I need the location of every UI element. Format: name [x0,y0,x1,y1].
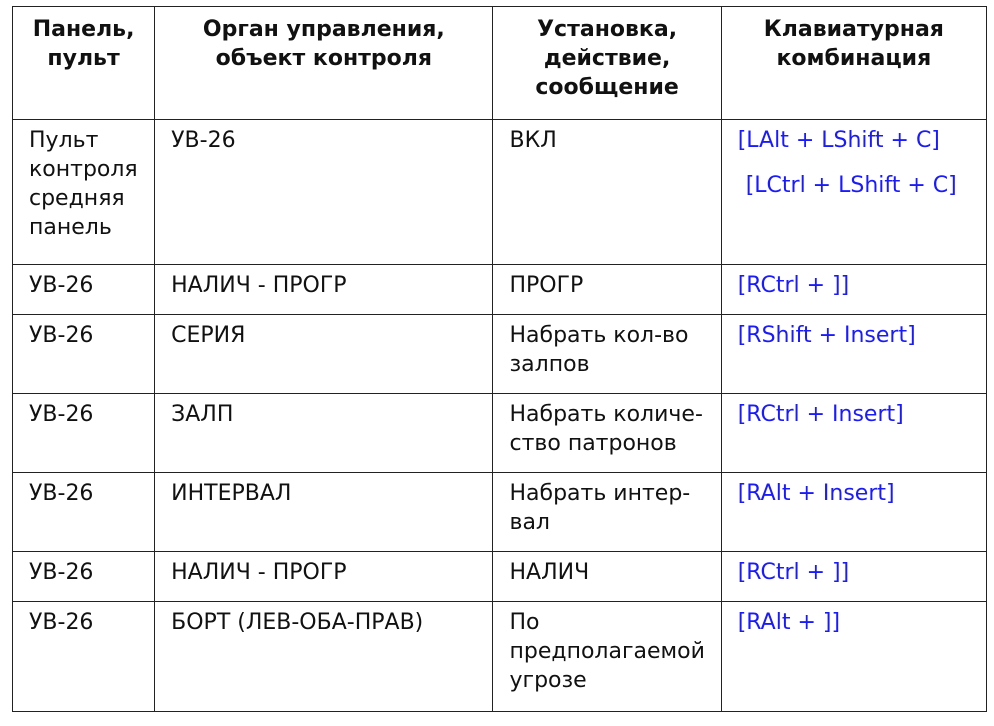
cell-panel: Пульт контроля средняя панель [13,120,155,265]
cell-combo: [RShift + Insert] [721,315,986,394]
cell-combo [721,120,986,265]
cell-control: ЗАЛП [155,394,493,473]
table-row [13,265,987,315]
cell-action: Набрать кол-во залпов [493,315,721,394]
combo-primary: [LAlt + LShift + C] [737,128,940,153]
cell-panel: УВ-26 [13,265,155,315]
header-control: Орган управления, объект контроля [155,7,493,120]
table-row [13,315,987,394]
cell-combo: [RCtrl + ]] [721,265,986,315]
table-row [13,552,987,602]
header-action: Установка, действие, сообщение [493,7,721,120]
table-row [13,473,987,552]
cell-action: По предполагаемой угрозе [493,602,721,712]
table-row [13,602,987,712]
cell-control: УВ-26 [155,120,493,265]
header-combo: Клавиатурная комбинация [721,7,986,120]
cell-combo: [RAlt + Insert] [721,473,986,552]
cell-panel: УВ-26 [13,394,155,473]
cell-control: БОРТ (ЛЕВ-ОБА-ПРАВ) [155,602,493,712]
cell-combo: [RAlt + ]] [721,602,986,712]
cell-combo: [RCtrl + ]] [721,552,986,602]
cell-panel: УВ-26 [13,473,155,552]
keyboard-shortcuts-table [12,6,987,712]
cell-control: НАЛИЧ - ПРОГР [155,265,493,315]
header-panel: Панель, пульт [13,7,155,120]
cell-action: Набрать количе- ство патронов [493,394,721,473]
cell-panel: УВ-26 [13,602,155,712]
cell-combo: [RCtrl + Insert] [721,394,986,473]
combo-secondary: [LCtrl + LShift + C] [745,173,957,198]
cell-panel: УВ-26 [13,552,155,602]
table-row [13,120,987,265]
cell-control: НАЛИЧ - ПРОГР [155,552,493,602]
cell-control: СЕРИЯ [155,315,493,394]
cell-action: НАЛИЧ [493,552,721,602]
header-row [13,7,987,120]
cell-action: ВКЛ [493,120,721,265]
cell-action: ПРОГР [493,265,721,315]
cell-control: ИНТЕРВАЛ [155,473,493,552]
table-row [13,394,987,473]
cell-panel: УВ-26 [13,315,155,394]
cell-action: Набрать интер- вал [493,473,721,552]
